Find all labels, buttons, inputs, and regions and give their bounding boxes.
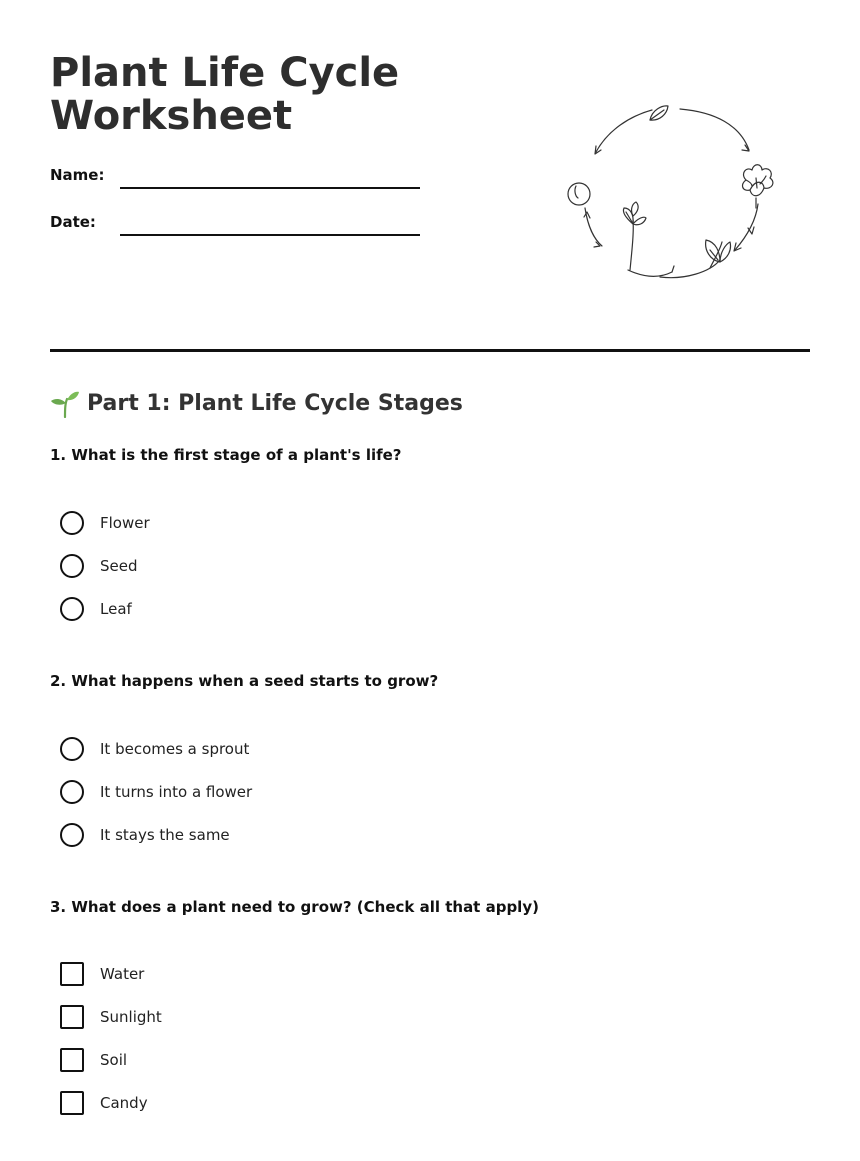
section-1-heading-text: Part 1: Plant Life Cycle Stages — [87, 391, 463, 416]
radio-button[interactable] — [60, 780, 84, 804]
arrowhead — [595, 146, 601, 154]
radio-button[interactable] — [60, 511, 84, 535]
flower-icon — [743, 165, 773, 208]
checkbox[interactable] — [60, 1091, 84, 1115]
section-1-heading — [50, 388, 463, 420]
title-line-2: Worksheet — [50, 93, 293, 139]
q3-option-candy[interactable] — [60, 1090, 148, 1116]
checkbox[interactable] — [60, 1048, 84, 1072]
cycle-arc-bottom — [628, 270, 672, 276]
question-2: 2. What happens when a seed starts to grow? — [50, 672, 439, 690]
option-label: Candy — [100, 1094, 148, 1112]
option-label: Seed — [100, 557, 138, 575]
budding-plant-icon — [706, 240, 731, 268]
q2-option-flower[interactable] — [60, 779, 252, 805]
q1-option-seed[interactable] — [60, 553, 138, 579]
date-label: Date: — [50, 213, 96, 231]
option-label: It turns into a flower — [100, 783, 253, 801]
radio-button[interactable] — [60, 554, 84, 578]
cycle-arc-bottom-2 — [660, 260, 720, 278]
q3-option-soil[interactable] — [60, 1047, 127, 1073]
question-1: 1. What is the first stage of a plant's life? — [50, 446, 402, 464]
worksheet-title — [50, 52, 430, 138]
name-field[interactable] — [50, 166, 420, 196]
section-divider — [50, 349, 810, 352]
name-line[interactable] — [120, 187, 420, 189]
checkbox[interactable] — [60, 962, 84, 986]
option-label: Leaf — [100, 600, 132, 618]
q2-option-same[interactable] — [60, 822, 230, 848]
question-3: 3. What does a plant need to grow? (Check all that apply) — [50, 898, 539, 916]
cycle-arc-top-right — [680, 109, 749, 150]
checkbox[interactable] — [60, 1005, 84, 1029]
name-label: Name: — [50, 166, 105, 184]
q1-option-leaf[interactable] — [60, 596, 132, 622]
option-label: Sunlight — [100, 1008, 162, 1026]
option-label: It stays the same — [100, 826, 230, 844]
sprout-icon — [50, 390, 80, 418]
date-line[interactable] — [120, 234, 420, 236]
radio-button[interactable] — [60, 823, 84, 847]
option-label: Soil — [100, 1051, 128, 1069]
cycle-arc-top-left — [596, 110, 652, 152]
option-label: Flower — [100, 514, 150, 532]
seed-icon — [568, 183, 590, 205]
q3-option-water[interactable] — [60, 961, 144, 987]
radio-button[interactable] — [60, 597, 84, 621]
q3-option-sunlight[interactable] — [60, 1004, 162, 1030]
q1-option-flower[interactable] — [60, 510, 150, 536]
q2-option-sprout[interactable] — [60, 736, 249, 762]
seed-detail — [575, 186, 578, 198]
title-line-1: Plant Life Cycle — [50, 50, 400, 96]
stem-mark — [672, 266, 674, 272]
radio-button[interactable] — [60, 737, 84, 761]
sprout-drawing-icon — [623, 202, 646, 270]
date-field[interactable] — [50, 213, 420, 243]
option-label: Water — [100, 965, 145, 983]
plant-life-cycle-illustration — [560, 100, 780, 285]
option-label: It becomes a sprout — [100, 740, 250, 758]
